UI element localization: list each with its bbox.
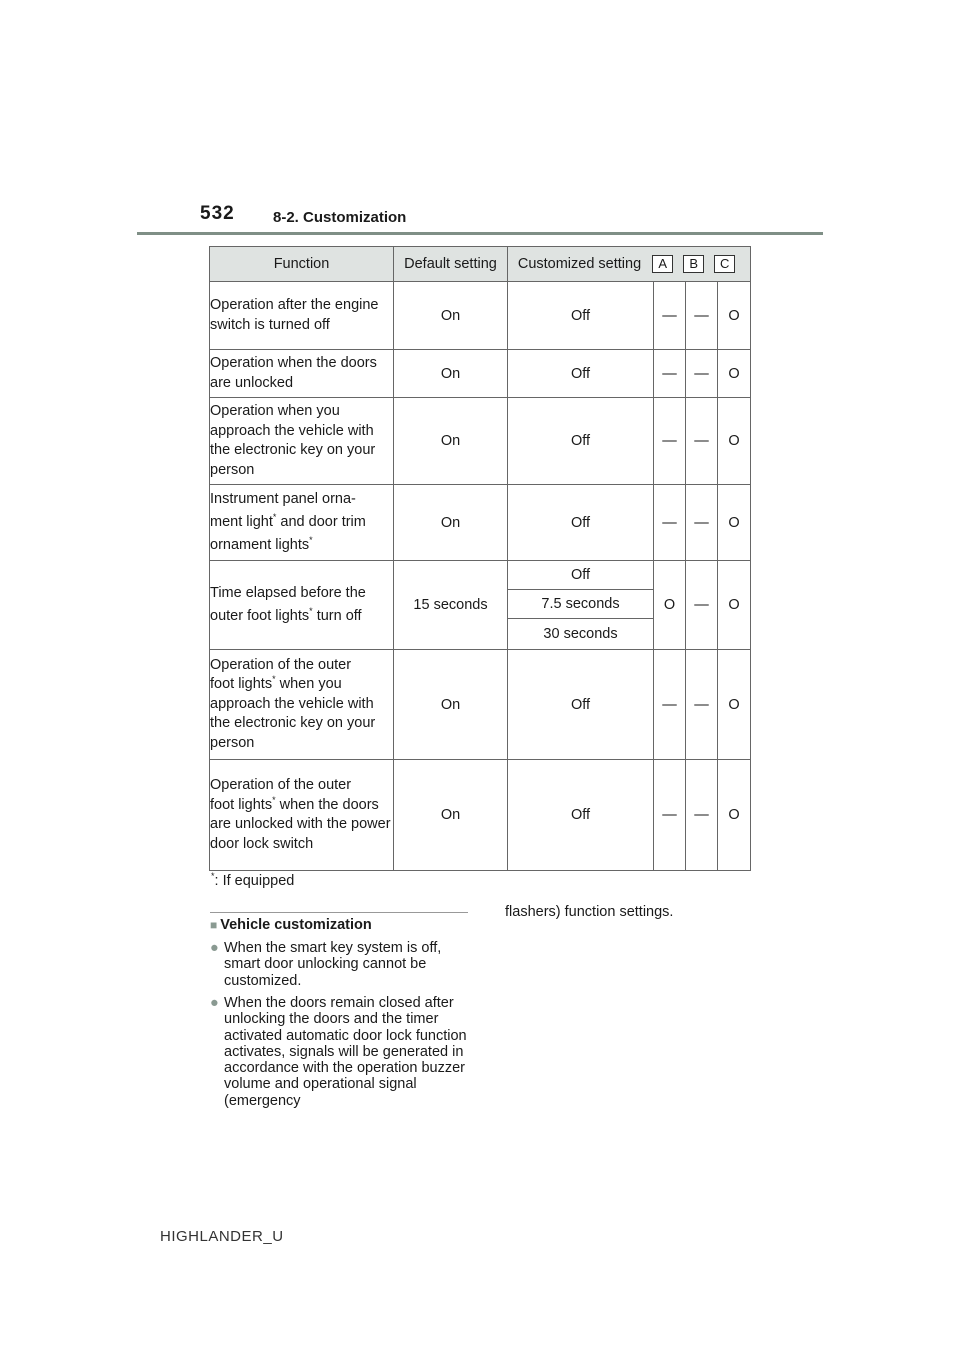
- function-cell: Operation of the outer foot lights* when the doors are unlocked with the power door lock switch: [210, 760, 394, 871]
- table-row: [210, 485, 751, 561]
- cell-b: —: [686, 485, 718, 561]
- cell-c: O: [718, 561, 751, 650]
- cell-c: O: [718, 650, 751, 760]
- table-row: [210, 350, 751, 398]
- cell-a: —: [654, 650, 686, 760]
- custom-cell: Off: [508, 760, 654, 871]
- table-row: [210, 760, 751, 871]
- footnote-marker: *: [309, 606, 313, 617]
- function-cell: Operation after the engine switch is turned off: [210, 282, 394, 350]
- notes-divider: [210, 912, 468, 913]
- footnote-marker: *: [272, 794, 276, 805]
- function-cell: Time elapsed before the outer foot lights* turn off: [210, 561, 394, 650]
- cell-b: —: [686, 282, 718, 350]
- custom-cell: Off: [508, 398, 654, 485]
- default-cell: On: [394, 350, 508, 398]
- badge-c: C: [714, 255, 735, 273]
- function-cell: Operation of the outer foot lights* when you approach the vehicle with the electronic key on your person: [210, 650, 394, 760]
- square-bullet-icon: ■: [210, 918, 218, 932]
- footnote-marker: *: [211, 871, 215, 882]
- circle-bullet-icon: ●: [210, 940, 219, 956]
- badge-b: B: [683, 255, 704, 273]
- footer-model: HIGHLANDER_U: [160, 1228, 284, 1245]
- note-bullet: ● When the smart key system is off, smart door unlocking cannot be customized.: [210, 940, 442, 989]
- table-header-row: [210, 247, 751, 282]
- header-customized-setting: [508, 247, 751, 282]
- cell-a: —: [654, 485, 686, 561]
- custom-cell: Off: [508, 350, 654, 398]
- table-row: [210, 650, 751, 760]
- notes-continued: flashers) function settings.: [505, 904, 674, 920]
- cell-a: O: [654, 561, 686, 650]
- cell-b: —: [686, 561, 718, 650]
- badge-a: A: [652, 255, 673, 273]
- function-cell: Operation when the doors are unlocked: [210, 350, 394, 398]
- header-default-setting: Default setting: [394, 247, 508, 282]
- cell-c: O: [718, 282, 751, 350]
- footnote-marker: *: [272, 512, 277, 523]
- cell-a: —: [654, 350, 686, 398]
- default-cell: 15 seconds: [394, 561, 508, 650]
- cell-a: —: [654, 760, 686, 871]
- cell-b: —: [686, 760, 718, 871]
- default-cell: On: [394, 398, 508, 485]
- cell-b: —: [686, 650, 718, 760]
- function-cell: Operation when you approach the vehicle with the electronic key on your person: [210, 398, 394, 485]
- notes-heading: ■ Vehicle customization: [210, 917, 372, 933]
- footnote-marker: *: [309, 535, 313, 546]
- custom-cell: Off: [508, 485, 654, 561]
- cell-c: O: [718, 485, 751, 561]
- default-cell: On: [394, 282, 508, 350]
- header-function: Function: [210, 247, 394, 282]
- default-cell: On: [394, 650, 508, 760]
- customization-table: [209, 246, 751, 871]
- cell-a: —: [654, 398, 686, 485]
- cell-b: —: [686, 398, 718, 485]
- cell-a: —: [654, 282, 686, 350]
- section-title: 8-2. Customization: [273, 209, 407, 226]
- table-row: [210, 282, 751, 350]
- header-rule: [137, 232, 823, 235]
- header-customized-label: Customized setting: [517, 256, 642, 272]
- custom-cell: 7.5 seconds: [508, 590, 654, 619]
- custom-cell: Off: [508, 282, 654, 350]
- cell-c: O: [718, 760, 751, 871]
- custom-cell: Off: [508, 650, 654, 760]
- cell-b: —: [686, 350, 718, 398]
- circle-bullet-icon: ●: [210, 995, 219, 1011]
- note-bullet: ● When the doors remain closed after unlocking the doors and the timer activated automatic door lock function activates, signals will be generated in accordance with the operation buzzer volume and operational signal (emergency: [210, 995, 467, 1109]
- table-row: [210, 398, 751, 485]
- default-cell: On: [394, 485, 508, 561]
- default-cell: On: [394, 760, 508, 871]
- footnote-marker: *: [272, 674, 276, 685]
- cell-c: O: [718, 350, 751, 398]
- table-row: [210, 561, 751, 590]
- page-number: 532: [200, 203, 235, 224]
- cell-c: O: [718, 398, 751, 485]
- custom-cell: Off: [508, 561, 654, 590]
- footnote: *: If equipped: [211, 871, 295, 889]
- custom-cell: 30 seconds: [508, 619, 654, 650]
- function-cell: Instrument panel orna- ment light* and door trim ornament lights*: [210, 485, 394, 561]
